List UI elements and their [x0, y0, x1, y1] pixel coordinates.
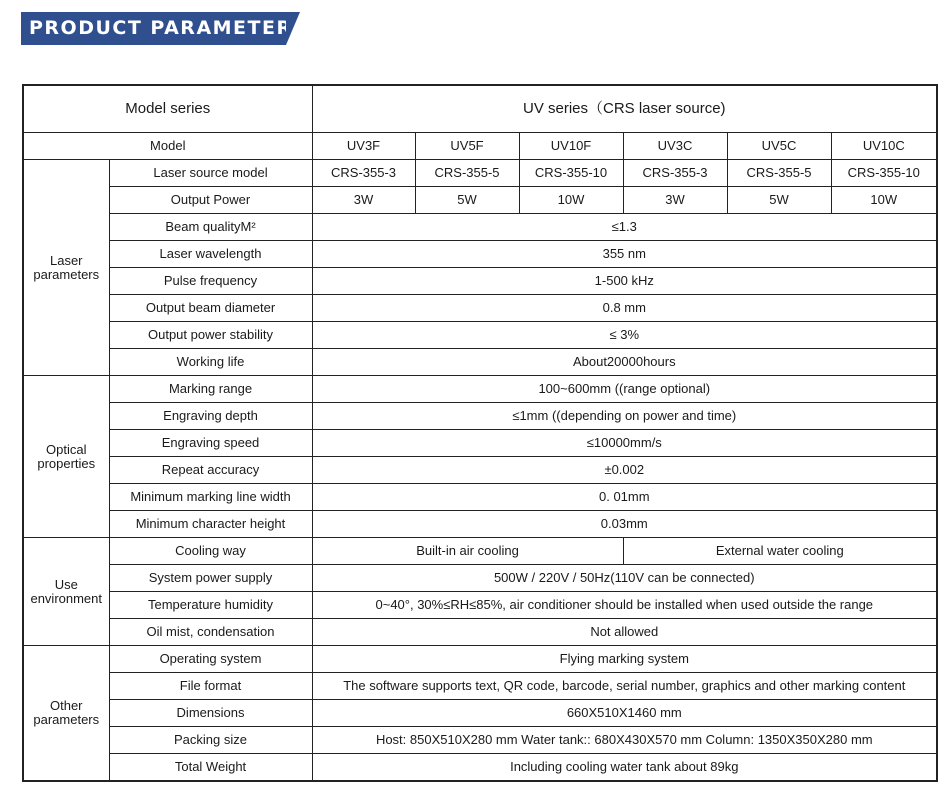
table-row — [23, 700, 937, 727]
group-other-parameters: Other parameters — [23, 646, 109, 782]
row-value: 1-500 kHz — [312, 268, 937, 295]
row-label: Marking range — [109, 376, 312, 403]
table-row — [23, 322, 937, 349]
table-row — [23, 268, 937, 295]
table-row — [23, 214, 937, 241]
table-row — [23, 349, 937, 376]
row-label: Engraving depth — [109, 403, 312, 430]
model-label: Model — [23, 133, 312, 160]
table-row — [23, 187, 937, 214]
laser-source-cell: CRS-355-3 — [623, 160, 727, 187]
group-laser-parameters: Laser parameters — [23, 160, 109, 376]
laser-source-cell: CRS-355-10 — [831, 160, 937, 187]
row-label: Laser source model — [109, 160, 312, 187]
table-row — [23, 133, 937, 160]
row-value: Host: 850X510X280 mm Water tank:: 680X430X570 mm Column: 1350X350X280 mm — [312, 727, 937, 754]
row-label: Repeat accuracy — [109, 457, 312, 484]
table-row — [23, 403, 937, 430]
table-row — [23, 160, 937, 187]
row-value: 0.03mm — [312, 511, 937, 538]
table-row — [23, 457, 937, 484]
row-label: Beam qualityM² — [109, 214, 312, 241]
row-value: ≤10000mm/s — [312, 430, 937, 457]
table-row — [23, 619, 937, 646]
section-title: PRODUCT PARAMETER — [29, 17, 293, 39]
row-value: 500W / 220V / 50Hz(110V can be connected) — [312, 565, 937, 592]
table-row — [23, 565, 937, 592]
row-value: 0~40°, 30%≤RH≤85%, air conditioner should be installed when used outside the range — [312, 592, 937, 619]
table-row — [23, 754, 937, 782]
row-label: Output beam diameter — [109, 295, 312, 322]
model-cell: UV3F — [312, 133, 415, 160]
table-row — [23, 592, 937, 619]
row-label: Oil mist, condensation — [109, 619, 312, 646]
row-value: 0. 01mm — [312, 484, 937, 511]
row-value: ≤ 3% — [312, 322, 937, 349]
output-power-cell: 3W — [312, 187, 415, 214]
row-label: Minimum marking line width — [109, 484, 312, 511]
table-row — [23, 538, 937, 565]
row-value: 100~600mm ((range optional) — [312, 376, 937, 403]
row-value: ±0.002 — [312, 457, 937, 484]
row-value: ≤1mm ((depending on power and time) — [312, 403, 937, 430]
table-row — [23, 646, 937, 673]
laser-source-cell: CRS-355-5 — [415, 160, 519, 187]
row-label: Operating system — [109, 646, 312, 673]
model-series-label: Model series — [23, 85, 312, 133]
table-row — [23, 295, 937, 322]
row-value: Including cooling water tank about 89kg — [312, 754, 937, 782]
product-parameter-table — [22, 84, 938, 782]
output-power-cell: 10W — [831, 187, 937, 214]
row-label: Cooling way — [109, 538, 312, 565]
table-row — [23, 241, 937, 268]
model-cell: UV5C — [727, 133, 831, 160]
table-row — [23, 484, 937, 511]
row-label: Output power stability — [109, 322, 312, 349]
cooling-value: Built-in air cooling — [312, 538, 623, 565]
output-power-cell: 10W — [519, 187, 623, 214]
row-value: 0.8 mm — [312, 295, 937, 322]
output-power-cell: 3W — [623, 187, 727, 214]
cooling-value: External water cooling — [623, 538, 937, 565]
model-cell: UV10C — [831, 133, 937, 160]
row-value: 660X510X1460 mm — [312, 700, 937, 727]
table-row — [23, 511, 937, 538]
row-label: Minimum character height — [109, 511, 312, 538]
table-row — [23, 85, 937, 133]
row-label: File format — [109, 673, 312, 700]
table-row — [23, 727, 937, 754]
row-label: Laser wavelength — [109, 241, 312, 268]
series-name: UV series（CRS laser source) — [312, 85, 937, 133]
table-row — [23, 376, 937, 403]
model-cell: UV10F — [519, 133, 623, 160]
laser-source-cell: CRS-355-3 — [312, 160, 415, 187]
row-value: Flying marking system — [312, 646, 937, 673]
row-label: Packing size — [109, 727, 312, 754]
row-label: Engraving speed — [109, 430, 312, 457]
model-cell: UV5F — [415, 133, 519, 160]
section-banner — [21, 12, 293, 45]
table-row — [23, 673, 937, 700]
row-label: Total Weight — [109, 754, 312, 782]
row-value: About20000hours — [312, 349, 937, 376]
row-value: The software supports text, QR code, barcode, serial number, graphics and other marking content — [312, 673, 937, 700]
table-row — [23, 430, 937, 457]
laser-source-cell: CRS-355-5 — [727, 160, 831, 187]
model-cell: UV3C — [623, 133, 727, 160]
group-optical-properties: Optical properties — [23, 376, 109, 538]
row-value: Not allowed — [312, 619, 937, 646]
output-power-cell: 5W — [727, 187, 831, 214]
row-value: ≤1.3 — [312, 214, 937, 241]
group-use-environment: Use environment — [23, 538, 109, 646]
laser-source-cell: CRS-355-10 — [519, 160, 623, 187]
row-label: Temperature humidity — [109, 592, 312, 619]
row-label: Pulse frequency — [109, 268, 312, 295]
row-label: Output Power — [109, 187, 312, 214]
row-label: System power supply — [109, 565, 312, 592]
row-label: Dimensions — [109, 700, 312, 727]
row-label: Working life — [109, 349, 312, 376]
output-power-cell: 5W — [415, 187, 519, 214]
row-value: 355 nm — [312, 241, 937, 268]
